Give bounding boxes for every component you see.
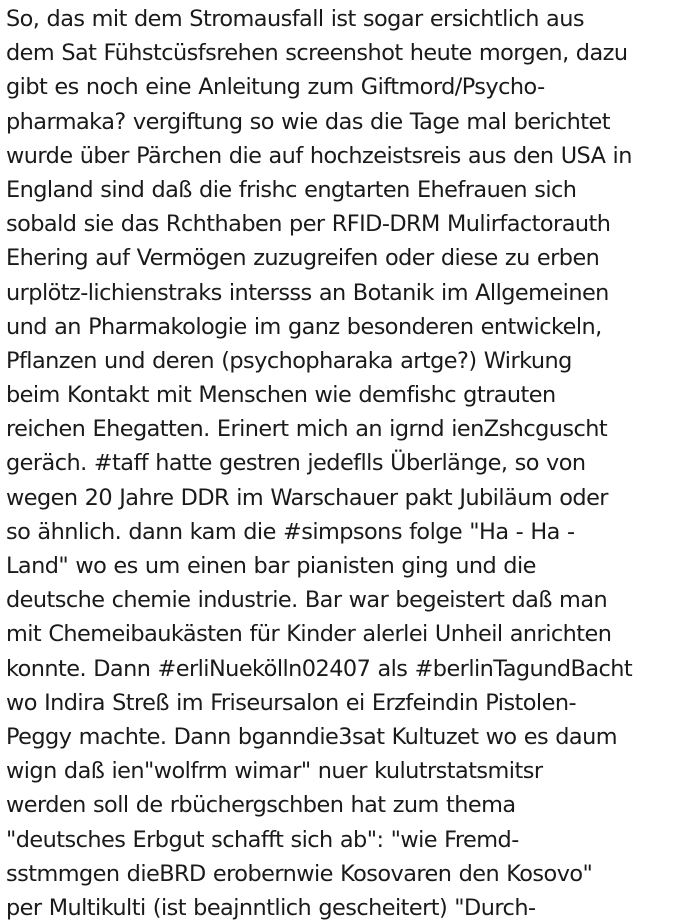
text-line: urplötz-lichienstraks intersss an Botanik im Allgemeinen bbox=[6, 279, 609, 306]
text-line: werden soll de rbüchergschben hat zum thema bbox=[6, 792, 516, 819]
text-line: wurde über Pärchen die auf hochzeistsreis aus den USA in bbox=[6, 142, 632, 169]
text-line: geräch. #taff hatte gestren jedeflls Überlänge, so von bbox=[6, 450, 586, 477]
text-line: So, das mit dem Stromausfall ist sogar ersichtlich aus bbox=[6, 6, 584, 32]
text-line: mit Chemeibaukästen für Kinder alerlei Unheil anrichten bbox=[6, 621, 612, 648]
text-line: konnte. Dann #erliNuekölln02407 als #berlinTagundBacht bbox=[6, 655, 633, 682]
text-line: dem Sat Fühstcüsfsrehen screenshot heute morgen, dazu bbox=[6, 40, 628, 67]
text-line: so ähnlich. dann kam die #simpsons folge "Ha - Ha - bbox=[6, 518, 575, 545]
text-line: wo Indira Streß im Friseursalon ei Erzfeindin Pistolen- bbox=[6, 689, 577, 716]
text-line: Pflanzen und deren (psychopharaka artge?) Wirkung bbox=[6, 347, 572, 374]
text-line: gibt es noch eine Anleitung zum Giftmord/Psycho- bbox=[6, 74, 545, 101]
text-line: pharmaka? vergiftung so wie das die Tage mal berichtet bbox=[6, 108, 610, 135]
text-line: "deutsches Erbgut schafft sich ab": "wie Fremd- bbox=[6, 826, 519, 853]
text-line: reichen Ehegatten. Erinert mich an igrnd ienZshcguscht bbox=[6, 416, 608, 443]
text-line: und an Pharmakologie im ganz besonderen entwickeln, bbox=[6, 313, 602, 340]
text-line: sobald sie das Rchthaben per RFID-DRM Mulirfactorauth bbox=[6, 211, 611, 238]
text-line: England sind daß die frishc engtarten Ehefrauen sich bbox=[6, 176, 577, 203]
text-line: deutsche chemie industrie. Bar war begeistert daß man bbox=[6, 587, 608, 614]
text-line: sstmmgen dieBRD erobernwie Kosovaren den Kosovo" bbox=[6, 860, 593, 887]
text-line: wign daß ien"wolfrm wimar" nuer kulutrstatsmitsr bbox=[6, 758, 543, 785]
text-line: beim Kontakt mit Menschen wie demfishc gtrauten bbox=[6, 382, 556, 409]
text-line: per Multikulti (ist beajnntlich gescheitert) "Durch- bbox=[6, 894, 536, 920]
text-line: Land" wo es um einen bar pianisten ging und die bbox=[6, 553, 536, 579]
text-line: Peggy machte. Dann bganndie3sat Kultuzet wo es daum bbox=[6, 723, 617, 750]
text-line: Ehering auf Vermögen zuzugreifen oder diese zu erben bbox=[6, 245, 600, 272]
text-line: wegen 20 Jahre DDR im Warschauer pakt Jubiläum oder bbox=[6, 484, 608, 511]
body-text bbox=[6, 2, 682, 920]
